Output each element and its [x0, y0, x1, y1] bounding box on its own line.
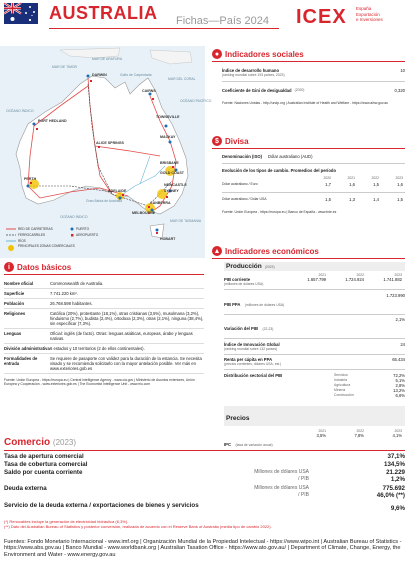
row-label: Religiones — [4, 311, 26, 316]
row-divider — [224, 289, 405, 290]
legend-label-rivers: RÍOS — [18, 239, 26, 243]
table-row — [224, 277, 405, 286]
section-divider — [212, 258, 405, 259]
years-row — [222, 176, 405, 180]
sector-label: Agricultura — [334, 382, 351, 387]
table-row — [222, 154, 405, 159]
table-row — [224, 293, 405, 311]
basic-data-table — [4, 279, 204, 386]
production-header — [224, 262, 405, 271]
row-divider — [222, 81, 405, 82]
source-note: Fuente: Unión Europea - https://europa.eu | Central Intelligence Agency - www.cia.gov | Ministerio de Asuntos exteriores, Unión Europea y Cooperación - www.exteriores.gob.es | The Economist Intelligence Unit - www.eiu.com — [4, 378, 195, 386]
row-label: Índice de desarrollo humano — [222, 68, 280, 73]
map-city-label: MACKAY — [160, 135, 176, 139]
row-label: Dólar australiano / Dólar USA — [222, 197, 267, 202]
row-divider — [224, 314, 405, 315]
cell-value: 1.724.924 — [345, 277, 364, 282]
section-divider — [212, 61, 405, 62]
row-label — [4, 492, 184, 499]
currency-table — [222, 154, 405, 214]
chart-icon: ▲ — [213, 247, 221, 255]
legend-label-zones: PRINCIPALES ZONAS COMERCIALES — [18, 244, 75, 248]
map-city-label: CAIRNS — [142, 89, 156, 93]
section-title-text: Datos básicos — [17, 262, 72, 272]
year-header: 2023 — [394, 273, 402, 277]
table-row — [4, 329, 204, 344]
row-label: Coeficiente de Gini de desigualdad — [222, 87, 292, 93]
row-sublabel: (ranking mundial sobre 193 países, 2023) — [222, 73, 285, 77]
section-title-trade — [4, 437, 76, 448]
cell-value: 7,8% — [354, 432, 364, 438]
row-value: 1.723.990 — [386, 292, 405, 298]
cell-value: 1.741.882 — [383, 277, 402, 282]
map-city-label: GOLD COAST — [160, 171, 184, 175]
year-header: 2023 — [395, 175, 403, 180]
section-title-basic-data — [4, 262, 71, 272]
row-value: 7.741.220 km². — [50, 291, 78, 296]
australia-flag — [4, 3, 38, 24]
row-label: Tasa de apertura comercial — [4, 453, 84, 460]
header-divider — [49, 28, 279, 29]
row-value: Commonwealth de Australia. — [50, 281, 104, 286]
row-label: Variación del PIB — [224, 326, 258, 332]
map-region-label: OCÉANO ÍNDICO — [60, 215, 88, 219]
sector-distribution — [224, 373, 405, 398]
document-subtitle: Fichas—País 2024 — [176, 15, 269, 27]
table-row — [222, 68, 405, 77]
table-row — [222, 197, 405, 202]
row-value: Dólar australiano (AUD) — [268, 154, 313, 159]
row-value: 37,1% — [387, 453, 405, 460]
legend-label-port: PUERTO — [76, 227, 90, 231]
row-value: 24 — [400, 341, 405, 347]
map-city-label: DARWIN — [92, 73, 107, 77]
row-label: Nombre oficial — [4, 281, 34, 286]
subsection-title: Precios — [226, 414, 250, 422]
section-title-economic — [212, 246, 319, 256]
cell-value: 1,3 — [349, 197, 355, 203]
row-label: Formalidades de entrada — [4, 356, 38, 366]
year-header: 2022 — [371, 175, 379, 180]
section-title-text: Indicadores económicos — [225, 246, 319, 256]
map-region-label: Gran Bahía de Australia — [86, 199, 123, 203]
subsection-year: (2023) — [264, 265, 275, 269]
table-row — [4, 485, 405, 492]
map-region-label: MAR DE TASMANIA — [170, 219, 202, 223]
row-unit — [234, 502, 309, 512]
table-row — [4, 469, 405, 476]
row-sublabel: (2020) — [294, 87, 305, 92]
map-region-label: OCÉANO PACÍFICO — [180, 99, 212, 103]
row-label: Distribución sectorial del PIB — [224, 372, 283, 378]
table-row — [4, 453, 405, 460]
map-city-label: CANBERRA — [150, 201, 171, 205]
table-row — [224, 342, 405, 351]
sector-value: 72,2% — [393, 372, 405, 378]
cell-value: 1,5 — [373, 181, 379, 187]
year-header: 2022 — [356, 428, 364, 433]
map-city-label: ALICE SPRINGS — [96, 141, 124, 145]
row-label: División administrativa — [4, 346, 50, 351]
row-divider — [222, 192, 405, 193]
row-label: PIB corriente — [224, 277, 251, 282]
row-value: 1,2% — [390, 476, 405, 483]
footnote: (*) Renovables incluye la generación de electricidad hidráulica (6,3%). — [4, 519, 129, 524]
row-label: Índice de Innovación Global — [224, 341, 280, 347]
row-divider — [224, 369, 405, 370]
row-sublabel: (precios corrientes, dólares USA, est.) — [224, 362, 282, 367]
sector-label: Servicios — [334, 372, 348, 377]
cell-value: 1,5 — [325, 197, 331, 203]
section-divider — [212, 148, 405, 149]
map-city-label: HOBART — [160, 237, 176, 241]
row-unit: Millones de dólares USA — [254, 485, 309, 491]
year-header: 2022 — [356, 273, 364, 277]
row-value: 10 — [400, 68, 405, 73]
section-title-currency — [212, 136, 249, 146]
map-city-label: SYDNEY — [164, 189, 179, 193]
row-divider — [224, 338, 405, 339]
row-label: Lenguas — [4, 331, 22, 336]
table-row — [4, 279, 204, 289]
footnote: (**) Dato del Australian Bureau of Statistics y posterior conversión, realizada de acuerdo con el Reserve Bank of Australia (media tipo de cambio 2022). — [4, 524, 272, 529]
table-row — [4, 354, 204, 374]
row-value: 46,0% (**) — [376, 492, 405, 499]
cell-value: 1,5 — [397, 197, 403, 203]
australia-map — [0, 46, 212, 258]
map-region-label: OCÉANO ÍNDICO — [6, 109, 34, 113]
row-label: Servicio de la deuda externa / exportaciones de bienes y servicios — [4, 502, 199, 509]
section-divider — [4, 450, 405, 451]
social-icon: ● — [212, 49, 222, 59]
row-divider — [222, 163, 405, 164]
sector-value: 5,1% — [395, 377, 405, 383]
row-sublabel: (millones de dólares USA) — [224, 282, 264, 286]
row-unit: Millones de dólares USA — [254, 469, 309, 475]
row-label: Denominación (ISO) — [222, 154, 263, 159]
icex-logo: ICEX — [296, 6, 347, 28]
row-value: 0,320 — [394, 87, 405, 93]
row-unit: / PIB — [298, 476, 309, 482]
subsection-title: Producción — [226, 263, 262, 270]
sector-label: Construcción — [334, 392, 354, 397]
row-label: Dólar australiano / Euro — [222, 181, 258, 186]
map-region-label: MAR DE ARAFURA — [92, 57, 123, 61]
subtable-title: Evolución de los tipos de cambio. Promedios del período — [222, 167, 337, 173]
cell-value: 4,1% — [392, 432, 402, 438]
row-unit — [184, 461, 309, 468]
table-row — [4, 476, 405, 483]
row-label — [4, 476, 184, 483]
table-row — [4, 289, 204, 299]
section-title-text: Indicadores sociales — [225, 49, 304, 59]
year-header: 2023 — [394, 428, 402, 433]
map-city-label: TOWNSVILLE — [156, 115, 180, 119]
map-city-label: PORT HEDLAND — [38, 119, 67, 123]
year-header: 2021 — [318, 273, 326, 277]
row-label: PIB PPA — [224, 301, 241, 307]
row-label: Tasa de cobertura comercial — [4, 461, 88, 468]
table-row — [4, 299, 204, 309]
sector-value: 2,8% — [395, 382, 405, 388]
source-note: Fuente: Unión Europea - https://europa.eu | Banco de España - www.bde.es — [222, 210, 337, 215]
cell-value: 1,6 — [349, 181, 355, 187]
cell-value: 1,7 — [325, 181, 331, 187]
cell-value: 1,4 — [373, 197, 379, 203]
country-title: AUSTRALIA — [49, 3, 158, 23]
cell-value: 1,6 — [397, 181, 403, 187]
source-note: Fuente: Naciones Unidas - http://undp.org | Australian Institute of Health and Welfare - https://www.aihw.gov.au — [222, 100, 389, 105]
map-city-label: MELBOURNE — [132, 211, 156, 215]
map-region-label: Golfo de Carpentaria — [120, 73, 152, 77]
row-label: Población — [4, 301, 25, 306]
map-city-label: NEWCASTLE — [164, 183, 187, 187]
icex-tagline-line: e Inversiones — [356, 17, 383, 22]
table-row — [222, 182, 405, 187]
row-label: IPC — [224, 441, 231, 447]
sources: Fuentes: Fondo Monetario Internacional - www.imf.org | Organización Mundial de la Propiedad Intelectual - https://www.wipo.int | Australian Bureau of Statistics - https://www.abs.gov.au | Banco Mundial - www.worldbank.org | Australian Taxation Office - https://www.ato.gov.au/ | Department of Climate, Change, Energy, the Environment and Water - www.energy.gov.au — [4, 539, 402, 558]
row-value: 2,1% — [395, 317, 405, 323]
map-city-label: PERTH — [24, 177, 37, 181]
row-value: Oficial: inglés (de facto). Otras: lenguas asiáticas, europeas, árabe y lenguas nativas. — [50, 331, 193, 341]
table-row — [224, 317, 405, 335]
row-value: 21.229 — [386, 469, 405, 476]
map-region-label: MAR DE TIMOR — [52, 65, 77, 69]
section-title-text: Divisa — [225, 136, 249, 146]
table-row — [224, 357, 405, 366]
row-value: 65.434 — [392, 357, 405, 363]
row-label: Saldo por cuenta corriente — [4, 469, 83, 476]
cell-value: 1.657.799 — [307, 277, 326, 282]
footnotes — [4, 519, 405, 529]
legend-label-airport: AEROPUERTO — [76, 233, 99, 237]
icex-tagline-line: España — [356, 6, 372, 11]
icex-tagline-line: Exportación — [356, 11, 380, 17]
legend-label-rail: FERROCARRILES — [18, 233, 46, 237]
section-title-text: Comercio — [4, 437, 51, 448]
row-divider — [224, 354, 405, 355]
row-sublabel: (tasa de variación anual) — [235, 442, 273, 447]
table-row — [4, 492, 405, 499]
legend-label-roads: RED DE CARRETERAS — [18, 227, 53, 231]
prices-header — [224, 406, 405, 426]
row-value: 26.768.598 habitantes. — [50, 301, 93, 306]
social-indicators-table — [222, 68, 405, 105]
section-divider — [4, 274, 204, 275]
map-city-label: BRISBANE — [160, 161, 179, 165]
row-unit: / PIB — [298, 492, 309, 498]
info-icon: i — [4, 262, 14, 272]
table-row — [4, 502, 405, 512]
row-value: 775.692 — [382, 485, 405, 492]
year-header: 2021 — [318, 428, 326, 433]
row-sublabel: (millones de dólares USA) — [244, 302, 285, 307]
table-row — [222, 88, 405, 93]
section-year: (2023) — [52, 438, 77, 447]
cell-value: 3,5% — [316, 432, 326, 438]
row-label: Deuda externa — [4, 485, 47, 492]
row-value: Se requiere de pasaporte con validez para la duración de la estancia. Se necesita visado y se recomienda solicitarlo con la mayor antelación posible. Ver más en www.exteriores.gob.es — [50, 356, 202, 371]
sector-value: 6,6% — [395, 392, 405, 398]
table-row — [4, 461, 405, 468]
row-sublabel: (ranking mundial sobre 132 países) — [224, 346, 278, 351]
row-value: 9,6% — [390, 505, 405, 512]
sector-label: Minería — [334, 387, 346, 392]
row-unit — [184, 453, 309, 460]
icex-tagline — [356, 6, 412, 23]
row-sublabel: (22-23) — [262, 327, 274, 332]
sector-label: Industria — [334, 377, 348, 382]
table-row — [4, 309, 204, 329]
row-value: 6 estados y 10 territorios (2 de ellos continentales). — [50, 346, 145, 351]
year-header: 2021 — [347, 175, 355, 180]
map-region-label: MAR DEL CORAL — [168, 77, 196, 81]
row-value: 134,5% — [384, 461, 405, 468]
section-title-social — [212, 49, 304, 59]
row-label: Superficie — [4, 291, 25, 296]
currency-icon: $ — [212, 136, 222, 146]
table-row — [224, 433, 405, 451]
map-city-label: ADELAIDE — [108, 189, 127, 193]
row-value: Católica (20%), protestante (18,1%), otras cristianas (3,5%), musulmana (3,2%), hinduismo (2,7%), budista (2,4%), ortodoxa (2,3%), otras (2,1%), ninguna (38,4%), sin especificar (7,3%). — [50, 311, 204, 326]
row-label: Renta per cápita en PPA — [224, 357, 273, 363]
economic-indicators — [224, 262, 405, 451]
table-row — [4, 344, 204, 354]
sector-value: 13,2% — [393, 387, 405, 393]
year-header: 2020 — [323, 175, 331, 180]
